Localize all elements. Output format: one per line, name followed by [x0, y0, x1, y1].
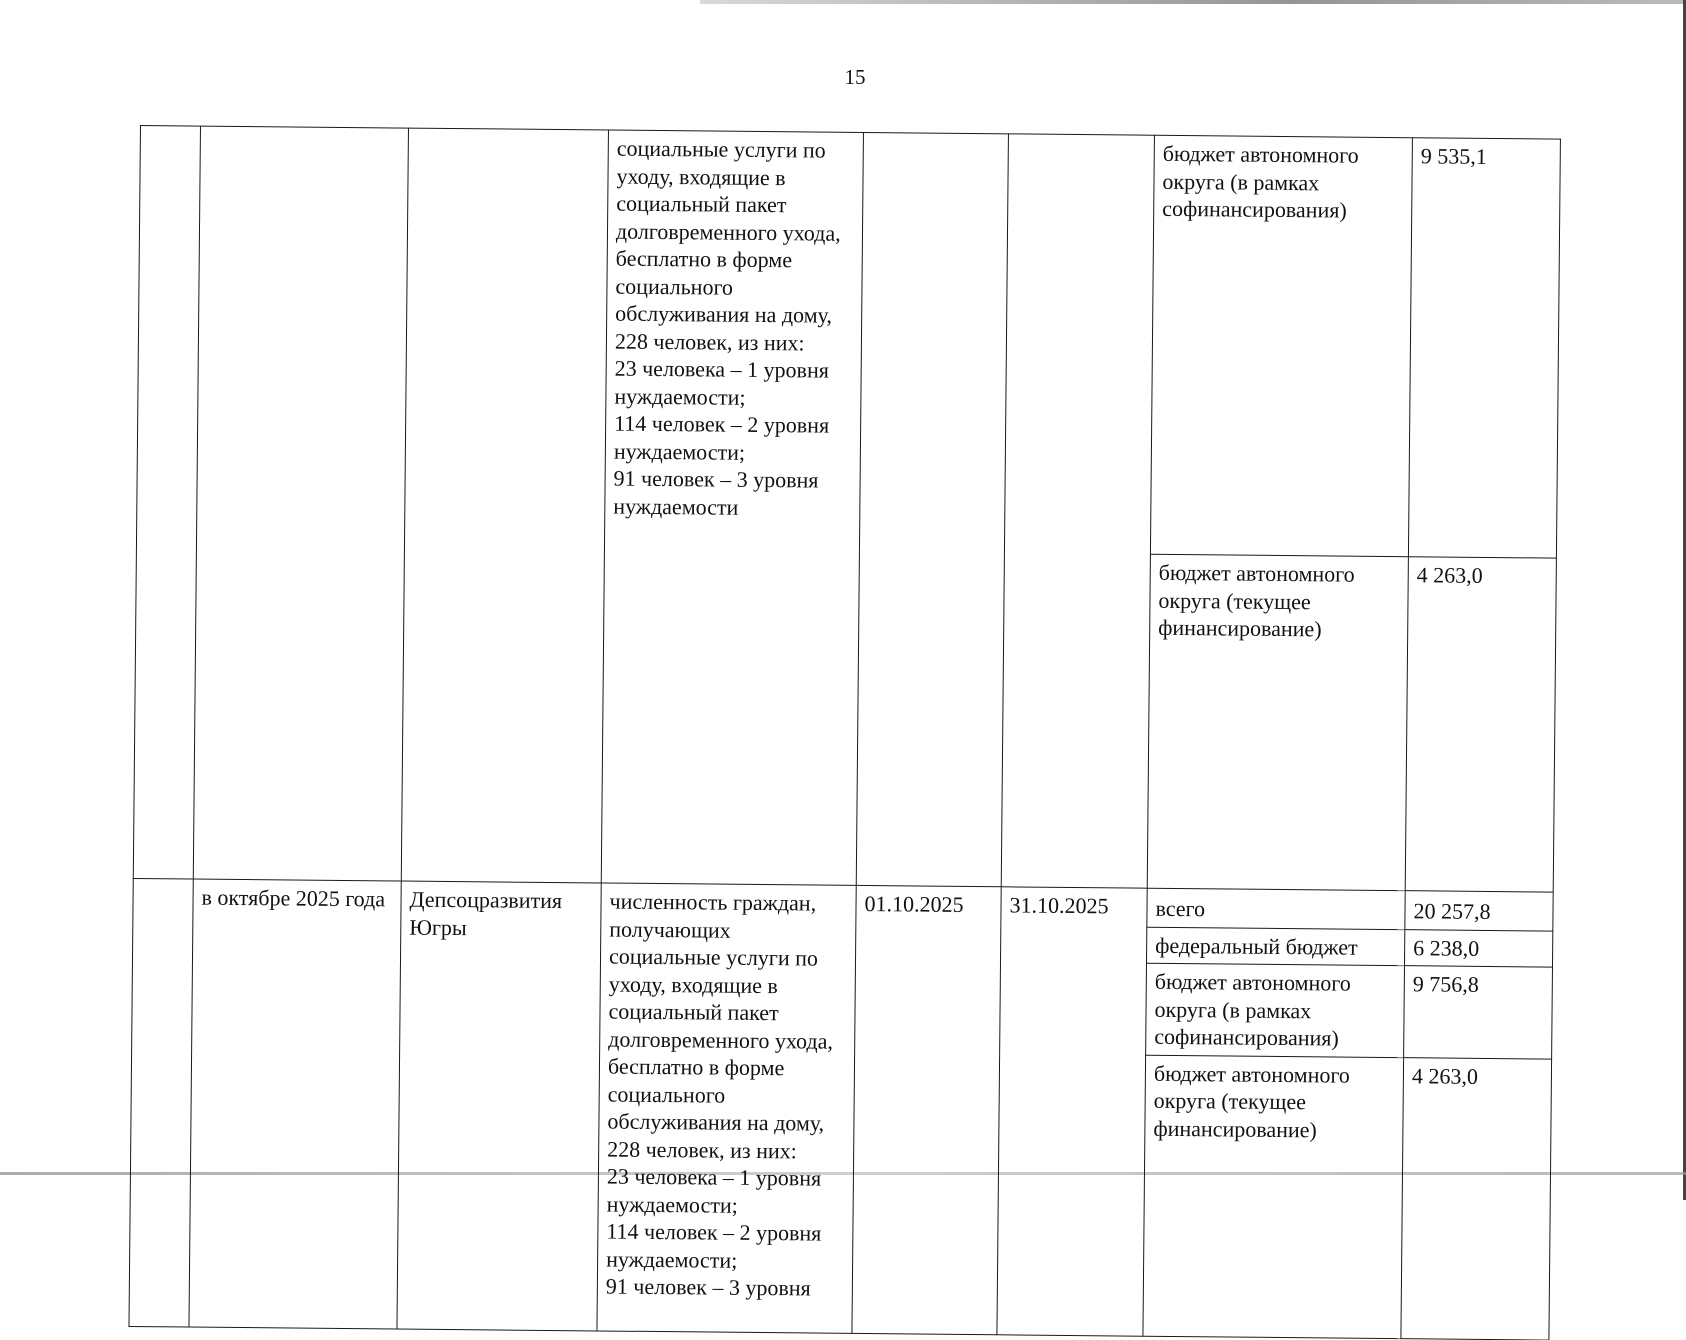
- financing-source-cell: бюджет автономного округа (в рамках софинансирования): [1146, 963, 1405, 1057]
- table-container: [128, 125, 1559, 1340]
- financing-source-cell: бюджет автономного округа (текущее финансирование): [1147, 554, 1408, 890]
- financing-amount-cell: 4 263,0: [1405, 557, 1556, 892]
- table-row: [136, 126, 1560, 559]
- period-cell: в октябре 2025 года: [189, 879, 401, 1328]
- result-cell: численность граждан, получающих социальные услуги по уходу, входящие в социальный пакет долговременного ухода, бесплатно в форме социального обслуживания на дому, 228 человек, из них: 23 человека – 1 уровня нуждаемости; 114 человек – 2 уровня нуждаемости; 91 человек – 3 уровня: [597, 883, 856, 1333]
- financing-source-cell: бюджет автономного округа (в рамках софинансирования): [1150, 135, 1412, 556]
- period-cell: [193, 126, 408, 881]
- executor-cell: Депсоцразвития Югры: [397, 881, 601, 1330]
- end-date-cell: [1001, 134, 1154, 888]
- page-number: 15: [844, 65, 866, 89]
- row-number-cell: [133, 126, 200, 880]
- scan-edge-top: [700, 0, 1686, 4]
- financing-amount-cell: 6 238,0: [1404, 929, 1552, 967]
- executor-cell: [401, 128, 608, 883]
- start-date-cell: 01.10.2025: [852, 885, 1001, 1334]
- financing-source-cell: федеральный бюджет: [1147, 927, 1405, 966]
- financing-source-cell: всего: [1147, 888, 1405, 929]
- financing-amount-cell: 9 756,8: [1404, 966, 1553, 1059]
- financing-source-cell: бюджет автономного округа (текущее финансирование): [1143, 1055, 1404, 1338]
- financing-amount-cell: 4 263,0: [1401, 1057, 1552, 1339]
- measures-table: [128, 125, 1560, 1340]
- financing-amount-cell: 20 257,8: [1405, 891, 1553, 931]
- financing-amount-cell: 9 535,1: [1408, 138, 1560, 558]
- start-date-cell: [856, 132, 1008, 886]
- end-date-cell: 31.10.2025: [997, 887, 1147, 1336]
- row-number-cell: [129, 878, 193, 1326]
- result-cell: социальные услуги по уходу, входящие в социальный пакет долговременного ухода, бесплатно в форме социального обслуживания на дому, 228 человек, из них: 23 человека – 1 уровня нуждаемости; 114 человек – 2 уровня нуждаемости; 91 человек – 3 уровня нуждаемости: [601, 130, 863, 885]
